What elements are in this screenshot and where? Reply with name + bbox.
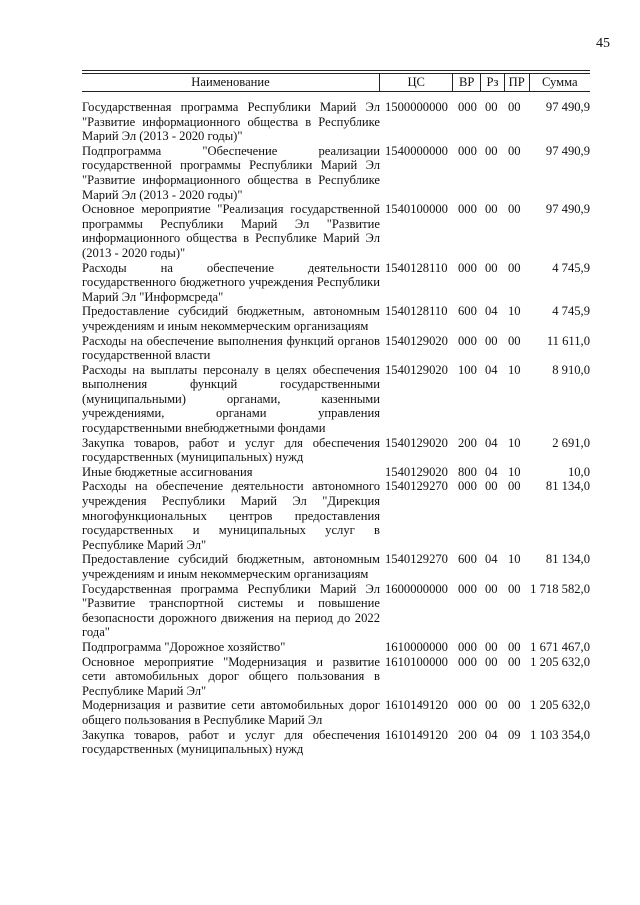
cell-pr: 00 [508, 479, 521, 494]
cell-vr: 000 [458, 202, 477, 217]
table-header [82, 73, 590, 92]
cell-rz: 04 [485, 552, 498, 567]
cell-name: Государственная программа Республики Марий Эл "Развитие транспортной системы и повышение безопасности дорожного движения на период до 2022 года" [82, 581, 380, 640]
cell-cs: 1610149120 [385, 727, 448, 742]
table-row [82, 552, 590, 581]
cell-rz: 00 [485, 698, 498, 713]
cell-rz: 00 [485, 202, 498, 217]
table-row [82, 479, 590, 552]
table-row [82, 100, 590, 144]
cell-pr: 10 [508, 304, 521, 319]
header-rz: Рз [481, 74, 505, 91]
cell-name: Расходы на обеспечение деятельности государственного бюджетного учреждения Республики Марий Эл "Информсреда" [82, 260, 380, 304]
cell-sum: 4 745,9 [552, 260, 590, 275]
cell-rz: 04 [485, 727, 498, 742]
cell-pr: 00 [508, 202, 521, 217]
cell-cs: 1540129020 [385, 362, 448, 377]
cell-pr: 10 [508, 435, 521, 450]
cell-vr: 000 [458, 260, 477, 275]
cell-name: Закупка товаров, работ и услуг для обеспечения государственных (муниципальных) нужд [82, 435, 380, 465]
cell-name: Модернизация и развитие сети автомобильных дорог общего пользования в Республике Марий Эл [82, 698, 380, 727]
cell-pr: 00 [508, 143, 521, 158]
cell-vr: 000 [458, 479, 477, 494]
cell-sum: 11 611,0 [546, 333, 590, 348]
cell-pr: 00 [508, 333, 521, 348]
cell-sum: 1 205 632,0 [530, 698, 590, 713]
table-row [82, 655, 590, 699]
cell-rz: 00 [485, 100, 498, 114]
cell-cs: 1540129020 [385, 333, 448, 348]
cell-cs: 1540129020 [385, 435, 448, 450]
cell-cs: 1610000000 [385, 639, 448, 654]
cell-pr: 00 [508, 260, 521, 275]
table-row [82, 363, 590, 436]
cell-cs: 1540128110 [385, 304, 448, 319]
table-row [82, 304, 590, 333]
cell-rz: 04 [485, 435, 498, 450]
cell-sum: 2 691,0 [552, 435, 590, 450]
cell-pr: 09 [508, 727, 521, 742]
cell-pr: 10 [508, 362, 521, 377]
cell-name: Предоставление субсидий бюджетным, автономным учреждениям и иным некоммерческим организациям [82, 304, 380, 333]
cell-pr: 10 [508, 552, 521, 567]
cell-pr: 00 [508, 100, 521, 114]
cell-sum: 97 490,9 [545, 143, 590, 158]
table-row [82, 436, 590, 465]
table-row [82, 261, 590, 305]
cell-cs: 1540128110 [385, 260, 448, 275]
table-row [82, 698, 590, 727]
cell-vr: 100 [458, 362, 477, 377]
table-row [82, 640, 590, 655]
cell-sum: 1 103 354,0 [530, 727, 590, 742]
cell-sum: 1 205 632,0 [530, 654, 590, 669]
cell-vr: 600 [458, 552, 477, 567]
cell-sum: 97 490,9 [545, 202, 590, 217]
cell-cs: 1610149120 [385, 698, 448, 713]
cell-cs: 1540100000 [385, 202, 448, 217]
header-name: Наименование [82, 74, 380, 91]
header-vr: ВР [453, 74, 481, 91]
cell-cs: 1540129020 [385, 464, 448, 479]
cell-cs: 1500000000 [385, 100, 448, 114]
table-row [82, 334, 590, 363]
table-row [82, 582, 590, 640]
cell-rz: 00 [485, 143, 498, 158]
cell-sum: 8 910,0 [552, 362, 590, 377]
cell-vr: 000 [458, 654, 477, 669]
cell-sum: 97 490,9 [545, 100, 590, 114]
table-body [82, 100, 590, 757]
cell-cs: 1540129270 [385, 479, 448, 494]
cell-rz: 00 [485, 654, 498, 669]
cell-vr: 600 [458, 304, 477, 319]
cell-vr: 800 [458, 464, 477, 479]
cell-name: Подпрограмма "Обеспечение реализации государственной программы Республики Марий Эл "Развитие информационного общества в Республике Марий Эл (2013 - 2020 годы)" [82, 143, 380, 202]
cell-vr: 000 [458, 100, 477, 114]
cell-name: Государственная программа Республики Марий Эл "Развитие информационного общества в Республике Марий Эл (2013 - 2020 годы)" [82, 100, 380, 144]
cell-name: Основное мероприятие "Реализация государственной программы Республики Марий Эл "Развитие информационного общества в Республике Марий Эл (2013 - 2020 годы)" [82, 202, 380, 260]
cell-name: Расходы на обеспечение деятельности автономного учреждения Республики Марий Эл "Дирекция многофункциональных центров предоставления государственных и муниципальных услуг в Республике Марий Эл" [82, 479, 380, 552]
cell-pr: 10 [508, 464, 521, 479]
table-row [82, 465, 590, 480]
cell-rz: 00 [485, 639, 498, 654]
cell-vr: 000 [458, 143, 477, 158]
header-sum: Сумма [541, 75, 578, 89]
cell-vr: 000 [458, 698, 477, 713]
cell-vr: 200 [458, 435, 477, 450]
cell-cs: 1540000000 [385, 143, 448, 158]
cell-pr: 00 [508, 581, 521, 596]
budget-table [82, 70, 590, 757]
cell-sum: 81 134,0 [545, 552, 590, 567]
cell-cs: 1610100000 [385, 654, 448, 669]
table-row [82, 144, 590, 202]
cell-sum: 10,0 [567, 464, 590, 479]
cell-rz: 00 [485, 260, 498, 275]
table-top-rule [82, 70, 590, 71]
header-pr: ПР [505, 74, 530, 91]
cell-vr: 000 [458, 581, 477, 596]
page-number: 45 [596, 36, 610, 51]
cell-vr: 000 [458, 639, 477, 654]
cell-rz: 00 [485, 333, 498, 348]
cell-sum: 1 718 582,0 [530, 581, 590, 596]
cell-name: Закупка товаров, работ и услуг для обеспечения государственных (муниципальных) нужд [82, 727, 380, 757]
cell-cs: 1540129270 [385, 552, 448, 567]
cell-vr: 200 [458, 727, 477, 742]
cell-name: Расходы на выплаты персоналу в целях обеспечения выполнения функций государственными (муниципальными) органами, казенными учреждениями, органами управления государственными внебюджетными фондами [82, 362, 380, 436]
header-cs: ЦС [380, 74, 453, 91]
cell-sum: 1 671 467,0 [530, 639, 590, 654]
cell-rz: 04 [485, 464, 498, 479]
cell-sum: 4 745,9 [552, 304, 590, 319]
cell-pr: 00 [508, 639, 521, 654]
cell-name: Основное мероприятие "Модернизация и развитие сети автомобильных дорог общего пользования в Республике Марий Эл" [82, 654, 380, 698]
cell-pr: 00 [508, 698, 521, 713]
cell-rz: 04 [485, 362, 498, 377]
table-row [82, 202, 590, 260]
cell-rz: 04 [485, 304, 498, 319]
cell-vr: 000 [458, 333, 477, 348]
cell-rz: 00 [485, 581, 498, 596]
cell-sum: 81 134,0 [545, 479, 590, 494]
cell-name: Предоставление субсидий бюджетным, автономным учреждениям и иным некоммерческим организациям [82, 552, 380, 581]
cell-rz: 00 [485, 479, 498, 494]
cell-name: Подпрограмма "Дорожное хозяйство" [82, 639, 286, 654]
cell-pr: 00 [508, 654, 521, 669]
cell-name: Расходы на обеспечение выполнения функций органов государственной власти [82, 333, 380, 363]
cell-name: Иные бюджетные ассигнования [82, 464, 253, 479]
cell-cs: 1600000000 [385, 581, 448, 596]
table-row [82, 728, 590, 757]
